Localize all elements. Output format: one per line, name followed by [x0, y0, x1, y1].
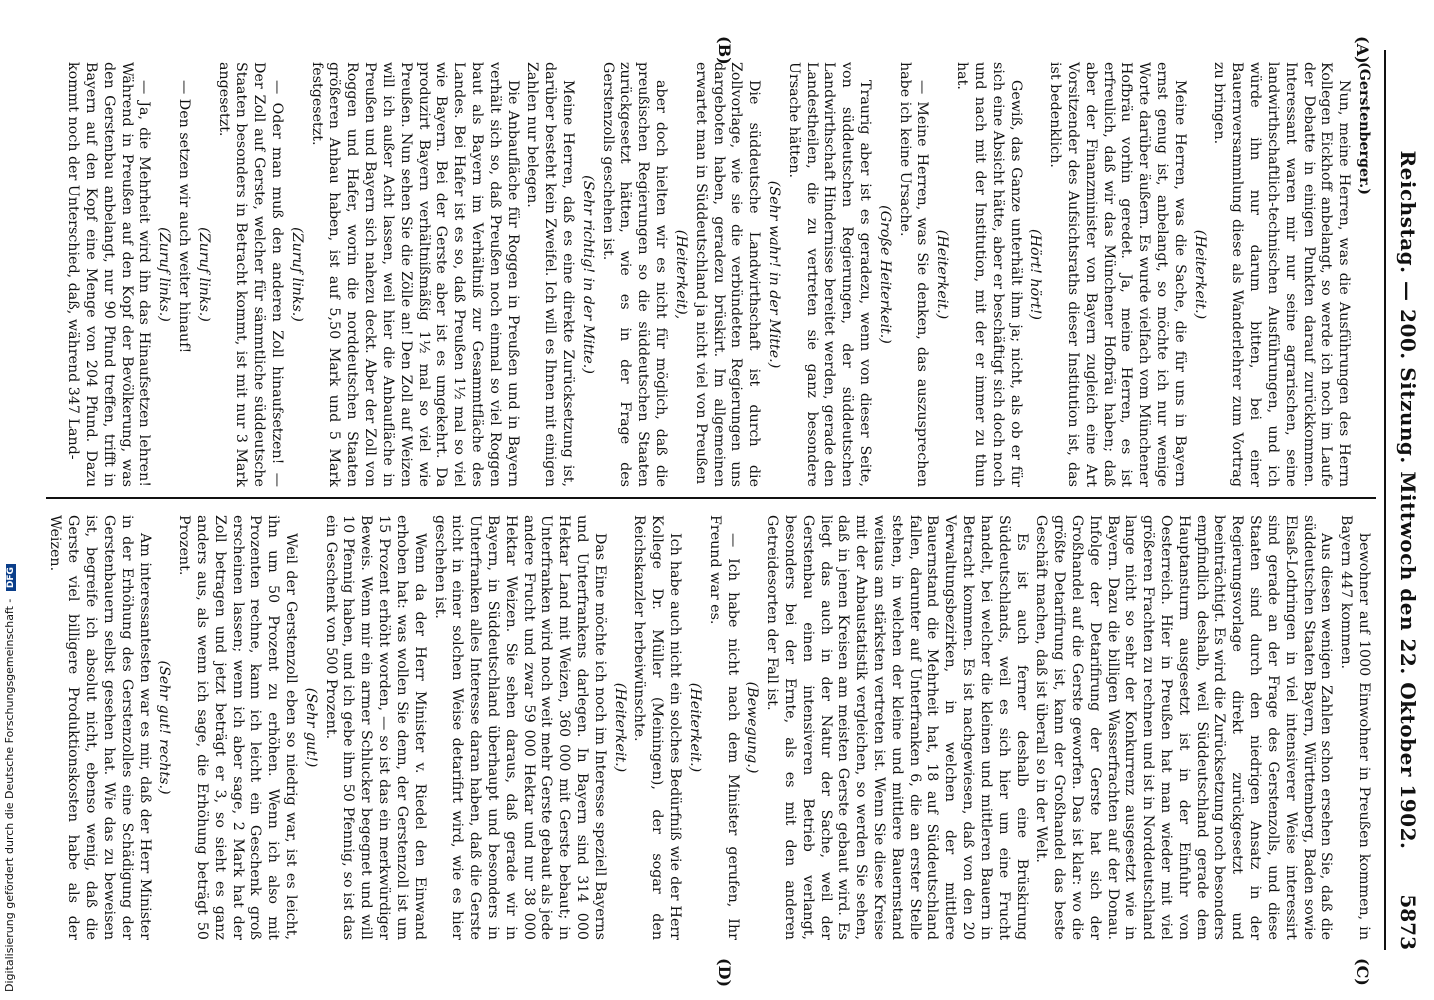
interjection: (Bewegung.): [744, 681, 761, 774]
paragraph: Wenn da der Herr Minister v. Riedel den Einwand erhoben hat: was wollen Sie denn, der Gerstenzoll ist um 15 Prozent erhöht worden, — so ist das ein merkwürdiger Beweis. Wenn mir ein armer Schlucker begegnet und will 10 Pfennig haben, und ich gebe ihm 50 Pfennig, so ist das ein Geschenk von 500 Prozent.: [322, 515, 428, 940]
paragraph: Weil der Gerstenzoll eben so niedrig war, ist es leicht, ihn um 50 Prozent zu erhöhen. Wenn ich also mit Prozenten rechne, kann ich leicht ein Geschenk groß erscheinen lassen; wenn ich aber sage, 2 Mark hat der Zoll betragen und jetzt beträgt er 3, so sieht es ganz anders aus, als wenn ich sage, die Erhöhung beträgt 50 Prozent.: [176, 515, 300, 940]
dfg-logo-icon: DFG: [6, 564, 16, 591]
paragraph: Meine Herren, was die Sache, die für uns in Bayern ernst genug ist, anbelangt, so möchte ich nur wenige Worte darüber äußern. Es wurde vielfach vom Münchener Hofbräu vorhin geredet. Ja, meine Herren, es ist erfreulich, daß wir das Münchener Hofbräu haben; daß aber der Finanzminister von Bayern zugleich eine Art Vorsitzender des Aufsichtsraths dieser Institution ist, das ist bedenklich.: [1047, 62, 1188, 487]
paragraph: Am interessantesten war es mir, daß der Herr Minister in der Erhöhung des Gerstenzolles eine Schädigung der Gerstenbauern selbst gesehen hat. Wie das zu beweisen ist, begreife ich absolut nicht, ebenso wenig, daß die Gerste viel billigere Produktionskosten habe als der Weizen.: [47, 515, 153, 940]
right-column: [44, 515, 1372, 940]
page-title: Reichstag. — 200. Sitzung. Mittwoch den 22. Oktober 1902.: [1396, 150, 1420, 850]
paragraph: Die süddeutsche Landwirthschaft ist durch die Zollvorlage, wie sie die verbündeten Regierungen uns dargeboten haben, geradezu brüskirt. Im allgemeinen erwartet man in Süddeutschland ja nicht viel von Preußen: [692, 62, 763, 487]
paragraph: Die Anbaufläche für Roggen in Preußen und in Bayern verhält sich so, daß Preußen noch einmal so viel Roggen baut als Bayern im Verhältniß zur Gesammtfläche des Landes. Bei Hafer ist es so, daß Preußen 1½ mal so viel wie Bayern. Bei der Gerste aber ist es umgekehrt. Da produzirt Bayern verhältnißmäßig 1½ mal so viel wie Preußen. Nun sehen Sie die Zölle an! Den Zoll auf Weizen will ich außer Acht lassen, weil hier die Anbaufläche in Preußen und Bayern sich nahezu deckt. Aber der Zoll von Roggen und Hafer, worin die norddeutschen Staaten größeren Anbau haben, ist auf 5,50 Mark und 5 Mark festgesetzt.: [308, 62, 521, 487]
interjection: (Zuruf links.): [288, 227, 305, 322]
paragraph: Das Eine möchte ich noch im Interesse speziell Bayerns und Unterfrankens darlegen. In Bayern sind 314 000 Hektar Land mit Weizen, 360 000 mit Gerste bebaut; in Unterfranken wird noch weit mehr Gerste gebaut als jede andere Frucht und zwar 59 000 Hektar und nur 38 000 Hektar Weizen. Sie sehen daraus, daß gerade wir in Bayern, in Süddeutschland überhaupt und besonders in Unterfranken alles Interesse daran haben, daß die Gerste nicht in einer solchen Weise detarifirt wird, wie es hier geschehen ist.: [431, 515, 608, 940]
paragraph: — Ja, die Mehrheit wird ihn das Hinaufsetzen lehren! Während in Preußen auf den Kopf der Bevölkerung, was den Gerstenbau anbelangt, nur 90 Pfund treffen, trifft in Bayern auf den Kopf eine Menge von 204 Pfund. Dazu kommt noch der Unterschied, daß, während 347 Land-: [65, 62, 153, 487]
margin-marker-b: (B): [715, 36, 734, 65]
interjection: (Heiterkeit.): [934, 229, 951, 320]
margin-marker-a: (A): [1353, 36, 1372, 64]
paragraph: Nun, meine Herren, was die Ausführungen des Herrn Kollegen Eickhoff anbelangt, so werde ich noch im Laufe der Debatte in einigen Punkten darauf zurückkommen. Interessant waren mir nur seine agrarischen, seine landwirthschaftlich-technischen Ausführungen, und ich würde ihn nur darum bitten, bei einer Bauernversammlung diese als Wanderlehrer zum Vortrag zu bringen.: [1211, 62, 1353, 487]
paragraph: Traurig aber ist es geradezu, wenn von dieser Seite, von süddeutschen Regierungen, der süddeutschen Landwirthschaft Hindernisse bereitet werden, gerade den Landestheilen, die zu vertreten sie ganz besondere Ursache hätten.: [785, 62, 874, 487]
paragraph: — Oder man muß den anderen Zoll hinaufsetzen! — Der Zoll auf Gerste, welcher für sämmtliche süddeutsche Staaten besonders in Betracht kommt, ist mit nur 3 Mark angesetzt.: [215, 62, 286, 487]
interjection: (Zuruf links.): [156, 227, 173, 322]
interjection: (Sehr richtig! in der Mitte.): [579, 175, 596, 374]
interjection: (Sehr gut!): [302, 687, 319, 768]
margin-marker-c: (C): [1353, 958, 1372, 986]
paragraph: — Den setzen wir auch weiter hinauf!: [176, 80, 192, 354]
paragraph: Aus diesen wenigen Zahlen schon ersehen Sie, daß die süddeutschen Staaten Bayern, Württemberg, Baden sowie Elsaß-Lothringen in viel intensiverer Weise interessirt sind gerade an der Frage des Gerstenzolls, und diese Staaten sind durch den niedrigen Ansatz in der Regierungsvorlage direkt zurückgesetzt und beeinträchtigt. Es wird die Zurücksetzung noch besonders empfindlich deshalb, weil Süddeutschland gerade dem Hauptansturm ausgesetzt ist in der Einfuhr von Oesterreich. Hier in Preußen hat man wieder mit viel größeren Frachten zu rechnen und ist in Norddeutschland lange nicht so sehr der Konkurrenz ausgesetzt wie in Bayern. Dazu die billigen Wasserfrachten auf der Donau. Infolge der Detarifirung der Gerste hat sich der Großhandel auf die Gerste geworfen. Das ist klar: wo die größte Detarifirung ist, kann der Großhandel das beste Geschäft machen, daß ist überall so in der Welt.: [1033, 515, 1335, 940]
interjection: (Heiterkeit),: [672, 229, 689, 320]
interjection: (Heiterkeit.): [611, 682, 628, 773]
interjection: (Große Heiterkeit.): [876, 205, 893, 344]
interjection: (Hört! hört!): [1027, 229, 1044, 320]
paragraph: bewohner auf 1000 Einwohner in Preußen kommen, in Bayern 447 kommen.: [1338, 515, 1372, 940]
page-header: [1392, 50, 1420, 950]
interjection: (Sehr wahr! in der Mitte.): [766, 180, 782, 369]
paragraph: Meine Herren, daß es eine direkte Zurücksetzung ist, darüber besteht kein Zweifel. Ich will es Ihnen mit einigen Zahlen nur belegen.: [524, 62, 577, 487]
speaker-name: (Gerstenberger.): [1356, 62, 1372, 195]
paragraph: — Meine Herren, was Sie denken, das auszusprechen habe ich keine Ursache.: [896, 62, 931, 487]
interjection: (Sehr gut! rechts.): [156, 660, 173, 795]
digitization-credit: [3, 32, 17, 992]
paragraph: Ich habe auch nicht ein solches Bedürfniß wie der Herr Kollege Dr. Müller (Meiningen), der sogar den Reichskanzler herbeiwünschte.: [631, 515, 684, 940]
footer: [0, 0, 14, 1000]
page-number: 5873: [1396, 894, 1420, 950]
interjection: (Zuruf links.): [195, 227, 212, 322]
left-column: [61, 62, 1372, 487]
interjection: (Heiterkeit.): [686, 682, 703, 773]
interjection: (Heiterkeit.): [1191, 229, 1208, 320]
header-rule: [1384, 50, 1386, 950]
column-divider: [46, 497, 1376, 499]
paragraph: aber doch hielten wir es nicht für möglich, daß die preußischen Regierungen so die süddeutschen Staaten zurückgesetzt hätten, wie es in der Frage des Gerstenzolls geschehen ist.: [599, 62, 670, 487]
margin-marker-d: (D): [715, 958, 734, 988]
digitization-credit-text: Digitalisierung gefördert durch die Deutsche Forschungsgemeinschaft -: [3, 598, 16, 992]
paragraph: Gewiß, das Ganze unterhält ihm ja; nicht, als ob er für sich eine Absicht hätte, aber er beschäftigt sich doch noch und nach mit der Institution, mit der er immer zu thun hat.: [954, 62, 1024, 487]
paragraph: — Ich habe nicht nach dem Minister gerufen, Ihr Freund war es.: [706, 515, 741, 940]
paragraph: Es ist auch ferner deshalb eine Brüskirung Süddeutschlands, weil es sich hier um eine Frucht handelt, bei welcher die kleinen und mittleren Bauern in Betracht kommen. Es ist nachgewiesen, daß von den 20 Verwaltungsbezirken, in welchen der mittlere Bauernstand die Mehrheit hat, 18 auf Süddeutschland fallen, darunter auf Unterfranken 6, die an erster Stelle stehen, in welchen der kleine und mittlere Bauernstand weitaus am stärksten vertreten ist. Wenn Sie diese Kreise mit der Anbaustatistik vergleichen, so werden Sie sehen, daß in jenen Kreisen am meisten Gerste gebaut wird. Es liegt das auch in der Natur der Sache, weil der Gerstenbau einen intensiveren Betrieb verlangt, besonders bei der Ernte, als es mit den anderen Getreidesorten der Fall ist.: [764, 515, 1030, 940]
